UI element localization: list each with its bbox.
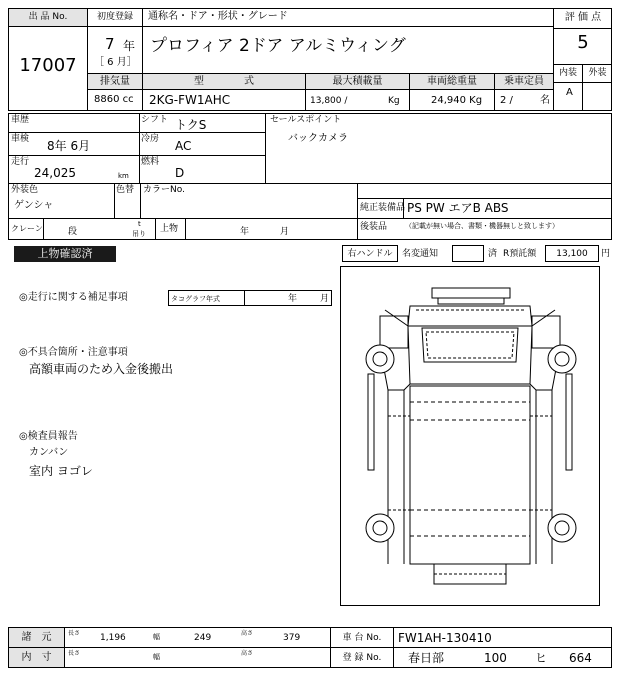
- equipment-value: PS PW エアB ABS: [407, 201, 509, 215]
- wheel-rear-left: [366, 514, 394, 542]
- model-code-label: 型 式: [143, 74, 305, 89]
- length-value: 1,196: [100, 633, 126, 643]
- exterior-label: 外装: [588, 68, 607, 78]
- aftermarket-label: 後装品: [360, 222, 388, 232]
- diagram-frame: [341, 267, 600, 606]
- truck-body: [388, 386, 552, 584]
- interior-label: 内装: [558, 68, 577, 78]
- interior-grade: A: [566, 87, 573, 98]
- capacity-value: 2 /: [500, 95, 513, 106]
- reg-class: 100: [484, 651, 507, 665]
- color-code-label: カラーNo.: [143, 185, 185, 195]
- history-label: 車歴: [11, 115, 30, 125]
- shift-label: シフト: [141, 115, 169, 125]
- confirmed-badge: 上物確認済: [14, 246, 116, 262]
- reg-kana: ヒ: [535, 651, 548, 665]
- displacement-label: 排気量: [88, 74, 142, 89]
- wheel-front-right: [548, 345, 576, 373]
- first-reg-label: 初度登録: [96, 12, 133, 22]
- lot-number: 17007: [19, 55, 77, 76]
- height-value: 379: [283, 633, 301, 643]
- crane-label: クレーン: [11, 224, 43, 233]
- gross-weight-value: 24,940 Kg: [431, 95, 483, 106]
- wheel-rear-right: [548, 514, 576, 542]
- height-label: 高さ: [241, 630, 254, 637]
- max-load-label: 最大積載量: [306, 74, 409, 89]
- crane-stage-unit: 段: [68, 227, 78, 237]
- chassis-value: FW1AH-130410: [398, 631, 492, 645]
- ext-color-value: ゲンシャ: [14, 200, 54, 211]
- fuel-value: D: [175, 166, 185, 180]
- length-label: 長さ: [68, 630, 81, 637]
- tacho-month-unit: 月: [320, 294, 330, 304]
- fuel-label: 燃料: [141, 157, 160, 167]
- crane-hang-unit: 吊り: [132, 230, 146, 238]
- interior-dim-label: 内 寸: [9, 648, 64, 667]
- inspection-label: 車検: [11, 134, 30, 144]
- body-month-unit: 月: [280, 227, 290, 237]
- width-value: 249: [194, 633, 212, 643]
- truck-wheels: [366, 345, 576, 542]
- reg-place: 春日部: [408, 651, 445, 665]
- length-label-2: 長さ: [68, 650, 81, 657]
- defects-value: 高額車両のため入金後搬出: [29, 362, 174, 376]
- inspector-line1: カンバン: [29, 447, 69, 458]
- inspection-value: 8年 6月: [47, 139, 91, 153]
- reg-label: 登 録 No.: [342, 653, 382, 663]
- grade-label: 評 価 点: [564, 12, 602, 23]
- width-label: 幅: [153, 633, 160, 641]
- shift-value: トクS: [175, 118, 207, 132]
- body-year-unit: 年: [240, 227, 250, 237]
- ext-color-label: 外装色: [11, 185, 39, 195]
- recycle-label: R預託額: [503, 249, 537, 259]
- model-code-value: 2KG-FW1AHC: [149, 93, 231, 107]
- recycle-unit: 円: [601, 249, 611, 259]
- max-load-value: 13,800 /: [310, 96, 348, 106]
- crane-ton-unit: t: [138, 220, 141, 228]
- mileage-value: 24,025: [34, 166, 76, 180]
- driving-notes-label: ◎走行に関する補足事項: [19, 292, 128, 303]
- name-change-box: [452, 245, 484, 262]
- model-name: プロフィア 2ドア アルミウィング: [150, 36, 406, 56]
- capacity-unit: 名: [540, 95, 550, 106]
- overall-grade: 5: [577, 32, 589, 53]
- year-unit: 年: [123, 39, 136, 53]
- reg-number: 664: [569, 651, 592, 665]
- sales-point-label: セールスポイント: [270, 115, 342, 125]
- first-reg-month: ［ 6 月］: [94, 57, 137, 68]
- model-desc-label: 通称名・ドア・形状・グレード: [148, 11, 288, 22]
- capacity-label: 乗車定員: [495, 74, 553, 89]
- max-load-unit: Kg: [388, 96, 400, 106]
- body-label: 上物: [160, 224, 179, 234]
- wheel-front-left: [366, 345, 394, 373]
- truck-cab: [380, 288, 560, 390]
- first-reg-year: 7: [105, 35, 115, 53]
- tacho-year-unit: 年: [288, 294, 298, 304]
- color-no-label: 色替: [116, 185, 135, 195]
- name-change-label: 名変通知: [402, 249, 439, 259]
- truck-mirrors: [368, 374, 572, 470]
- inspector-label: ◎検査員報告: [19, 431, 78, 442]
- spec-label: 諸 元: [9, 628, 64, 647]
- lot-label: 出 品 No.: [9, 9, 87, 26]
- ac-label: 冷房: [141, 134, 160, 144]
- height-label-2: 高さ: [241, 650, 254, 657]
- inspector-line2: 室内 ヨゴレ: [29, 464, 93, 478]
- sales-point-value: バックカメラ: [288, 133, 348, 144]
- equipment-label: 純正装備品: [360, 203, 406, 213]
- gross-weight-label: 車両総重量: [410, 74, 494, 89]
- truck-inspection-diagram: [340, 266, 600, 606]
- mileage-label: 走行: [11, 157, 30, 167]
- recycle-amount: 13,100: [556, 249, 588, 259]
- chassis-label: 車 台 No.: [342, 633, 382, 643]
- mileage-unit: km: [118, 172, 129, 180]
- recycle-mark: 済: [488, 249, 498, 259]
- defects-label: ◎不具合箇所・注意事項: [19, 347, 128, 358]
- width-label-2: 幅: [153, 653, 160, 661]
- steering-value: 右ハンドル: [347, 249, 393, 259]
- ac-value: AC: [175, 139, 192, 153]
- aftermarket-note: （記載が無い場合、書類・機器無しと致します）: [405, 222, 559, 230]
- tachograph-label: タコグラフ年式: [171, 295, 220, 303]
- displacement-value: 8860 cc: [94, 94, 134, 105]
